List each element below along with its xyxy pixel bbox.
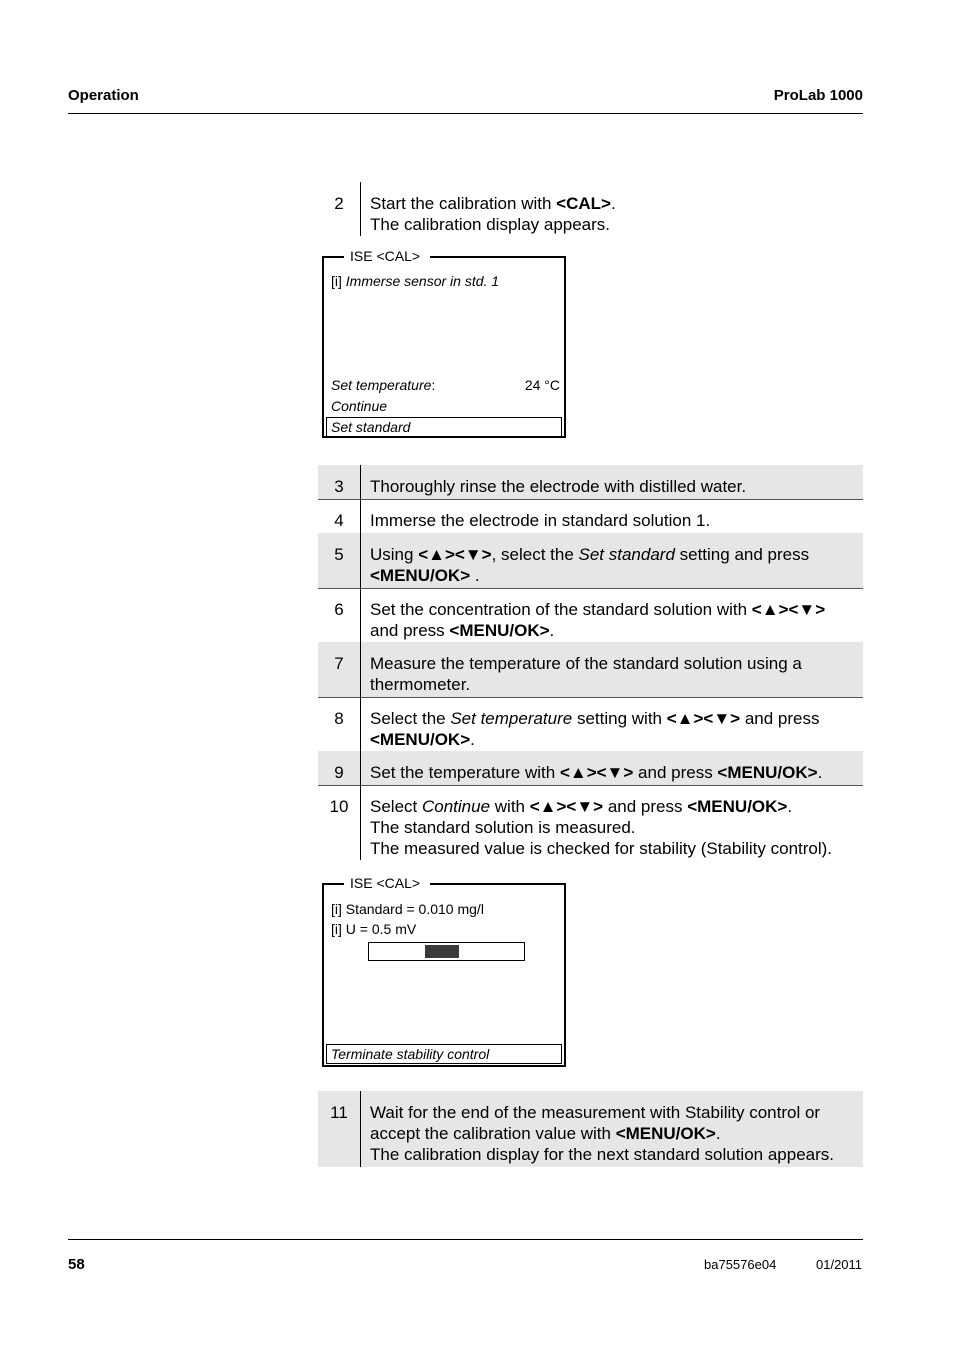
document-date: 01/2011 <box>816 1257 863 1272</box>
step-text-line <box>370 214 863 235</box>
step-text-line <box>370 476 863 497</box>
step-text-line <box>370 729 863 750</box>
text-run: The calibration display for the next standard solution appears. <box>370 1145 834 1164</box>
text-run: . <box>549 621 555 640</box>
setting-name: Set standard <box>578 545 675 564</box>
text-run: Wait for the end of the measurement with Stability control or <box>370 1103 821 1122</box>
text-run: and press <box>603 797 688 816</box>
text-run: . <box>470 566 480 585</box>
step-text <box>361 499 863 533</box>
text-run: Select the <box>370 709 451 728</box>
stability-display <box>322 875 566 1067</box>
text-run: and press <box>370 621 450 640</box>
page-number: 58 <box>68 1256 85 1273</box>
step-row <box>318 465 863 500</box>
step-number: 11 <box>318 1091 361 1167</box>
text-run: setting and press <box>674 545 810 564</box>
key-label: <▲><▼> <box>529 797 604 816</box>
step-text-line <box>370 510 863 531</box>
display-title: ISE <CAL> <box>344 247 430 265</box>
stability-progress-fill <box>425 945 459 958</box>
step-text-line <box>370 796 863 817</box>
step-number: 2 <box>318 182 361 236</box>
step-row <box>318 785 863 860</box>
step-row <box>318 499 863 534</box>
text-run: . <box>817 763 823 782</box>
selected-label: Terminate stability control <box>331 1046 490 1062</box>
step-text-line <box>370 838 863 859</box>
step-text-line <box>370 599 863 620</box>
voltage-text: U = 0.5 mV <box>345 921 417 937</box>
step-text-line <box>370 1123 863 1144</box>
text-run: . <box>787 797 793 816</box>
calibration-display <box>322 248 566 438</box>
standard-text: Standard = 0.010 mg/l <box>345 901 484 917</box>
step-row <box>318 642 863 698</box>
step-text-line <box>370 653 863 674</box>
document-id: ba75576e04 <box>704 1257 777 1272</box>
text-run: Thoroughly rinse the electrode with distilled water. <box>370 477 747 496</box>
temp-colon: : <box>431 377 436 393</box>
key-label: <MENU/OK> <box>717 763 818 782</box>
text-run: setting with <box>572 709 667 728</box>
menu-item-continue[interactable] <box>331 397 387 415</box>
text-run: The standard solution is measured. <box>370 818 636 837</box>
step-text-line <box>370 1144 863 1165</box>
text-run: Set the temperature with <box>370 763 560 782</box>
step-text-line <box>370 544 863 565</box>
step-number: 10 <box>318 785 361 860</box>
step-row <box>318 533 863 589</box>
step-number: 6 <box>318 588 361 642</box>
temperature-value: 24 °C <box>524 377 560 393</box>
step-text <box>361 182 863 236</box>
menu-item-label: Set temperature <box>331 377 432 393</box>
info-text: Immerse sensor in std. 1 <box>345 273 500 289</box>
selected-label: Set standard <box>331 419 411 435</box>
step-row <box>318 1091 863 1167</box>
step-text-line <box>370 762 863 783</box>
step-text <box>361 1091 863 1167</box>
info-tag: [i] <box>331 273 342 289</box>
step-text <box>361 465 863 499</box>
text-run: Start the calibration with <box>370 194 557 213</box>
menu-item-set-temperature[interactable] <box>331 376 435 394</box>
key-label: <MENU/OK> <box>370 730 471 749</box>
key-label: <▲><▼> <box>559 763 634 782</box>
key-label: <MENU/OK> <box>370 566 471 585</box>
setting-name: Continue <box>421 797 491 816</box>
text-run: . <box>715 1124 721 1143</box>
text-run: , select the <box>491 545 579 564</box>
text-run: The calibration display appears. <box>370 215 611 234</box>
step-row <box>318 751 863 786</box>
header-rule <box>68 113 863 114</box>
text-run: Immerse the electrode in standard solution 1. <box>370 511 711 530</box>
standard-line <box>331 900 484 918</box>
step-number: 7 <box>318 642 361 697</box>
text-run: with <box>490 797 530 816</box>
text-run: Measure the temperature of the standard solution using a <box>370 654 802 673</box>
step-number: 9 <box>318 751 361 785</box>
key-label: <▲><▼> <box>666 709 741 728</box>
display-title: ISE <CAL> <box>344 874 430 892</box>
text-run: Using <box>370 545 419 564</box>
text-run: . <box>610 194 616 213</box>
stability-progress-bar <box>368 942 525 961</box>
info-line <box>331 272 499 290</box>
text-run: The measured value is checked for stability (Stability control). <box>370 839 833 858</box>
text-run: thermometer. <box>370 675 471 694</box>
step-text-line <box>370 708 863 729</box>
step-number: 4 <box>318 499 361 533</box>
text-run: Select <box>370 797 422 816</box>
step-number: 8 <box>318 697 361 751</box>
step-number: 5 <box>318 533 361 588</box>
step-text-line <box>370 1102 863 1123</box>
step-text-line <box>370 620 863 641</box>
step-text-line <box>370 193 863 214</box>
menu-item-label: Continue <box>331 398 388 414</box>
info-tag: [i] <box>331 921 342 937</box>
step-text <box>361 785 863 860</box>
text-run: . <box>470 730 475 749</box>
step-text <box>361 533 863 588</box>
header-product-name: ProLab 1000 <box>773 87 863 104</box>
step-text-line <box>370 817 863 838</box>
header-section-title: Operation <box>68 87 139 104</box>
step-text <box>361 642 863 697</box>
step-text <box>361 697 863 751</box>
text-run: and press <box>740 709 820 728</box>
step-text <box>361 588 863 642</box>
menu-item-terminate-stability[interactable] <box>326 1044 562 1064</box>
text-run: Set the concentration of the standard solution with <box>370 600 752 619</box>
key-label: <MENU/OK> <box>687 797 788 816</box>
step-row <box>318 182 863 236</box>
step-text-line <box>370 674 863 695</box>
step-row <box>318 588 863 643</box>
key-label: <MENU/OK> <box>615 1124 716 1143</box>
info-tag: [i] <box>331 901 342 917</box>
text-run: and press <box>633 763 718 782</box>
text-run: accept the calibration value with <box>370 1124 616 1143</box>
step-text-line <box>370 565 863 586</box>
step-row <box>318 697 863 752</box>
step-text <box>361 751 863 785</box>
voltage-line <box>331 920 416 938</box>
key-label: <▲><▼> <box>418 545 492 564</box>
footer-rule <box>68 1239 863 1240</box>
key-label: <▲><▼> <box>751 600 826 619</box>
key-label: <CAL> <box>556 194 611 213</box>
key-label: <MENU/OK> <box>449 621 550 640</box>
menu-item-set-standard[interactable] <box>326 417 562 437</box>
setting-name: Set temperature <box>450 709 573 728</box>
step-number: 3 <box>318 465 361 499</box>
